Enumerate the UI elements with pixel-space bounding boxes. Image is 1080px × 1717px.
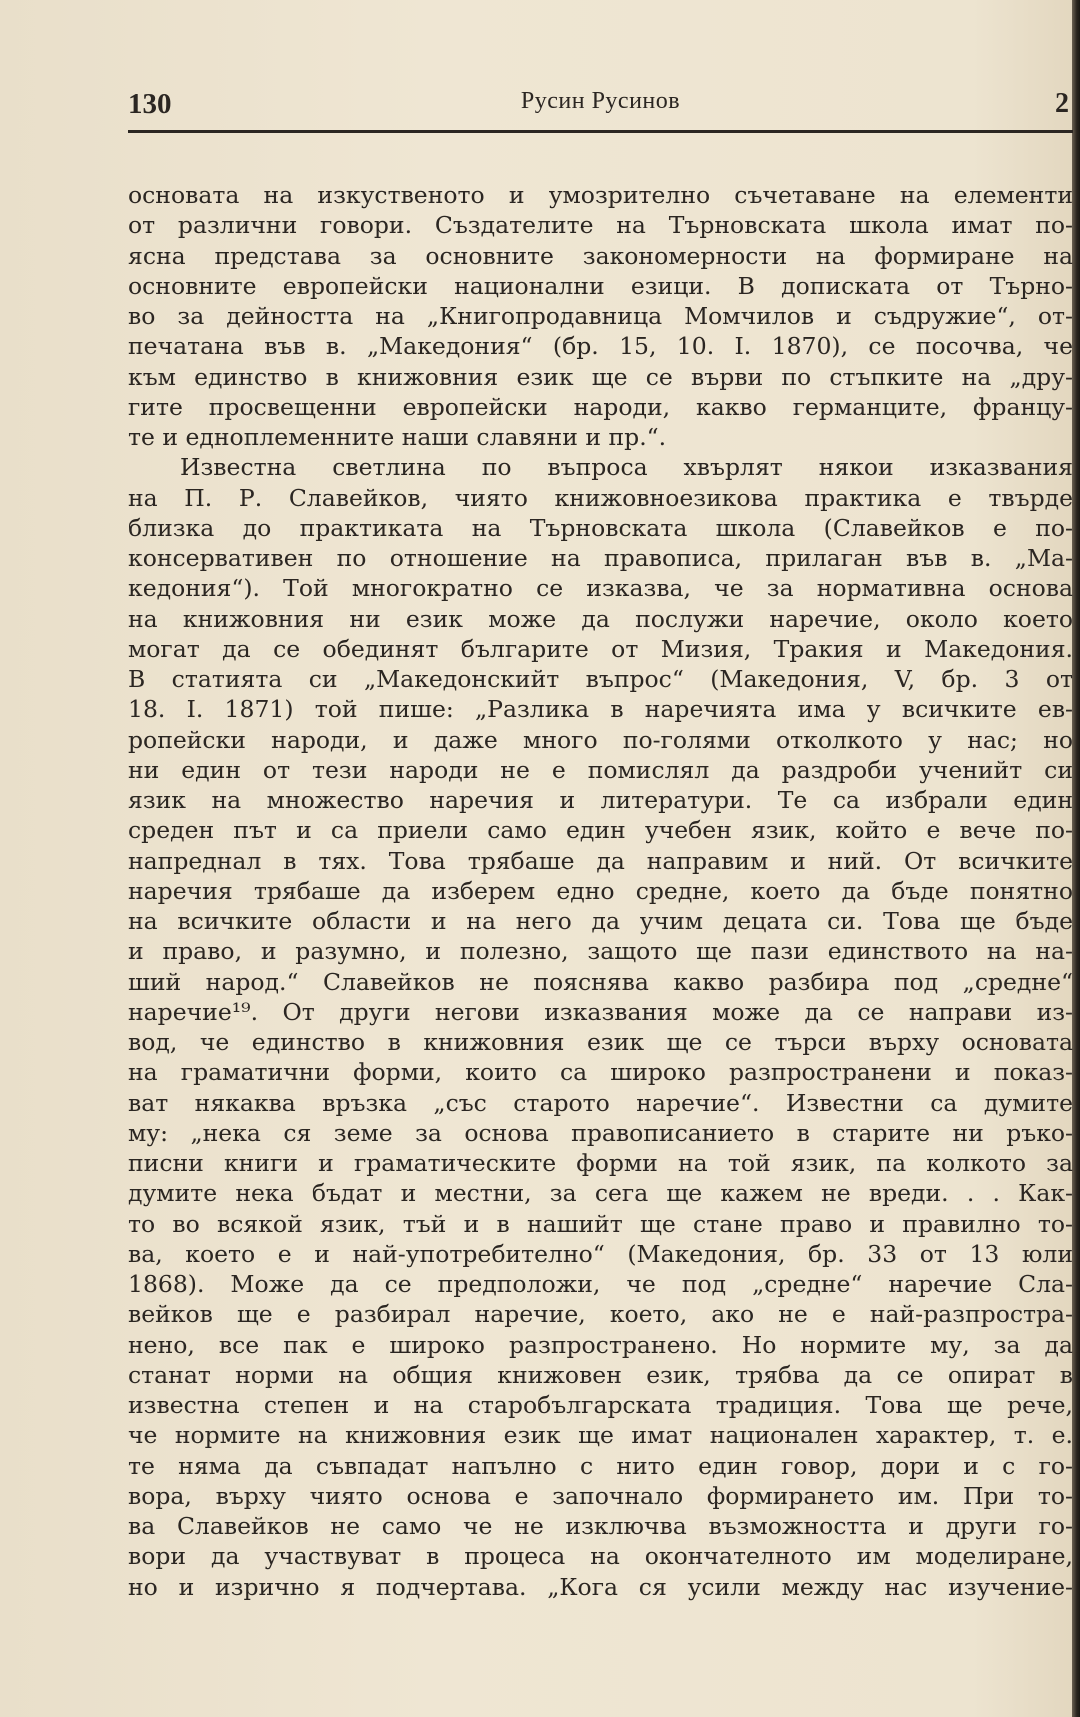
text-line: известна степен и на старобългарската традиция. Това ще рече, [128, 1391, 1073, 1419]
text-line: консервативен по отношение на правописа, прилаган във в. „Ма- [128, 544, 1073, 572]
text-line: наречия трябаше да изберем едно средне, което да бъде понятно [128, 876, 1073, 905]
text-line: писни книги и граматическите форми на той язик, па колкото за [128, 1149, 1073, 1177]
text-line: му: „нека ся земе за основа правописанието в старите ни ръко- [128, 1118, 1073, 1147]
text-line: нено, все пак е широко разпространено. Но нормите му, за да [128, 1330, 1073, 1359]
text-line: 18. I. 1871) той пише: „Разлика в наречията има у всичките ев- [128, 695, 1073, 724]
text-line: на П. Р. Славейков, чиято книжовноезикова практика е твърде [128, 483, 1073, 512]
text-line: ни един от тези народи не е помислял да раздроби ученийт си [128, 755, 1073, 784]
text-line: основата на изкуственото и умозрително съчетаване на елементи [128, 181, 1073, 209]
text-line: могат да се обединят българите от Мизия, Тракия и Македония. [128, 634, 1073, 663]
next-page-fragment: 2 [1055, 88, 1069, 119]
paragraph-first-line: Известна светлина по въпроса хвърлят някои изказвания [180, 453, 1073, 482]
text-line: кедония“). Той многократно се изказва, че за нормативна основа [128, 574, 1073, 603]
text-line: вейков ще е разбирал наречие, което, ако не е най-разпростра- [128, 1300, 1073, 1329]
text-line: вори да участвуват в процеса на окончателното им моделиране, [128, 1542, 1073, 1571]
header-rule [128, 130, 1073, 133]
text-line: среден път и са приели само един учебен язик, който е вече по- [128, 816, 1073, 845]
text-line: и право, и разумно, и полезно, защото ще пази единството на на- [128, 937, 1073, 966]
text-line: наречие¹⁹. От други негови изказвания може да се направи из- [128, 997, 1073, 1026]
text-line: В статията си „Македонскийт въпрос“ (Македония, V, бр. 3 от [128, 665, 1073, 693]
text-line: но и изрично я подчертава. „Кога ся усили между нас изучение- [128, 1572, 1073, 1601]
text-line: на книжовния ни език може да послужи наречие, около което [128, 604, 1073, 633]
page-number: 130 [128, 88, 172, 120]
text-line: на всичките области и на него да учим децата си. Това ще бъде [128, 907, 1073, 935]
text-line: язик на множество наречия и литератури. Те са избрали един [128, 786, 1073, 814]
text-line: на граматични форми, които са широко разпространени и показ- [128, 1058, 1073, 1087]
text-line: печатана във в. „Македония“ (бр. 15, 10. I. 1870), се посочва, че [128, 332, 1073, 361]
text-line: ва, което е и най-употребително“ (Македония, бр. 33 от 13 юли [128, 1239, 1073, 1268]
text-line: ва Славейков не само че не изключва възможността и други го- [128, 1512, 1073, 1540]
text-line: станат норми на общия книжовен език, трябва да се опират в [128, 1360, 1073, 1389]
text-line: напреднал в тях. Това трябаше да направим и ний. От всичките [128, 846, 1073, 875]
text-line: вора, върху чиято основа е започнало формирането им. При то- [128, 1481, 1073, 1510]
text-line: ший народ.“ Славейков не пояснява какво разбира под „средне“ [128, 967, 1073, 996]
text-line: основните европейски национални езици. В дописката от Търно- [128, 271, 1073, 300]
text-line: во за дейността на „Книгопродавница Момчилов и съдружие“, от- [128, 302, 1073, 330]
text-line: те няма да съвпадат напълно с нито един говор, дори и с го- [128, 1451, 1073, 1480]
text-line: гите просвещенни европейски народи, какво германците, францу- [128, 392, 1073, 421]
text-line: думите нека бъдат и местни, за сега ще кажем не вреди. . . Как- [128, 1179, 1073, 1208]
text-line: 1868). Може да се предположи, че под „средне“ наречие Сла- [128, 1270, 1073, 1298]
text-line: към единство в книжовния език ще се върви по стъпките на „дру- [128, 362, 1073, 391]
page-edge-shadow [1072, 0, 1080, 1717]
text-line: близка до практиката на Търновската школа (Славейков е по- [128, 513, 1073, 542]
text-line: те и едноплеменните наши славяни и пр.“. [128, 423, 667, 451]
text-line: ропейски народи, и даже много по-голями отколкото у нас; но [128, 725, 1073, 754]
text-line: че нормите на книжовния език ще имат национален характер, т. е. [128, 1421, 1073, 1450]
text-line: от различни говори. Създателите на Търновската школа имат по- [128, 211, 1073, 240]
page-header [128, 82, 1073, 122]
text-line: ясна представа за основните закономерности на формиране на [128, 241, 1073, 270]
running-title: Русин Русинов [520, 88, 681, 114]
text-line: то во всякой язик, тъй и в нашийт ще стане право и правилно то- [128, 1209, 1073, 1238]
body-text [128, 180, 1073, 1602]
text-line: вод, че единство в книжовния език ще се търси върху основата [128, 1028, 1073, 1056]
text-line: ват някаква връзка „със старото наречие“. Известни са думите [128, 1088, 1073, 1117]
